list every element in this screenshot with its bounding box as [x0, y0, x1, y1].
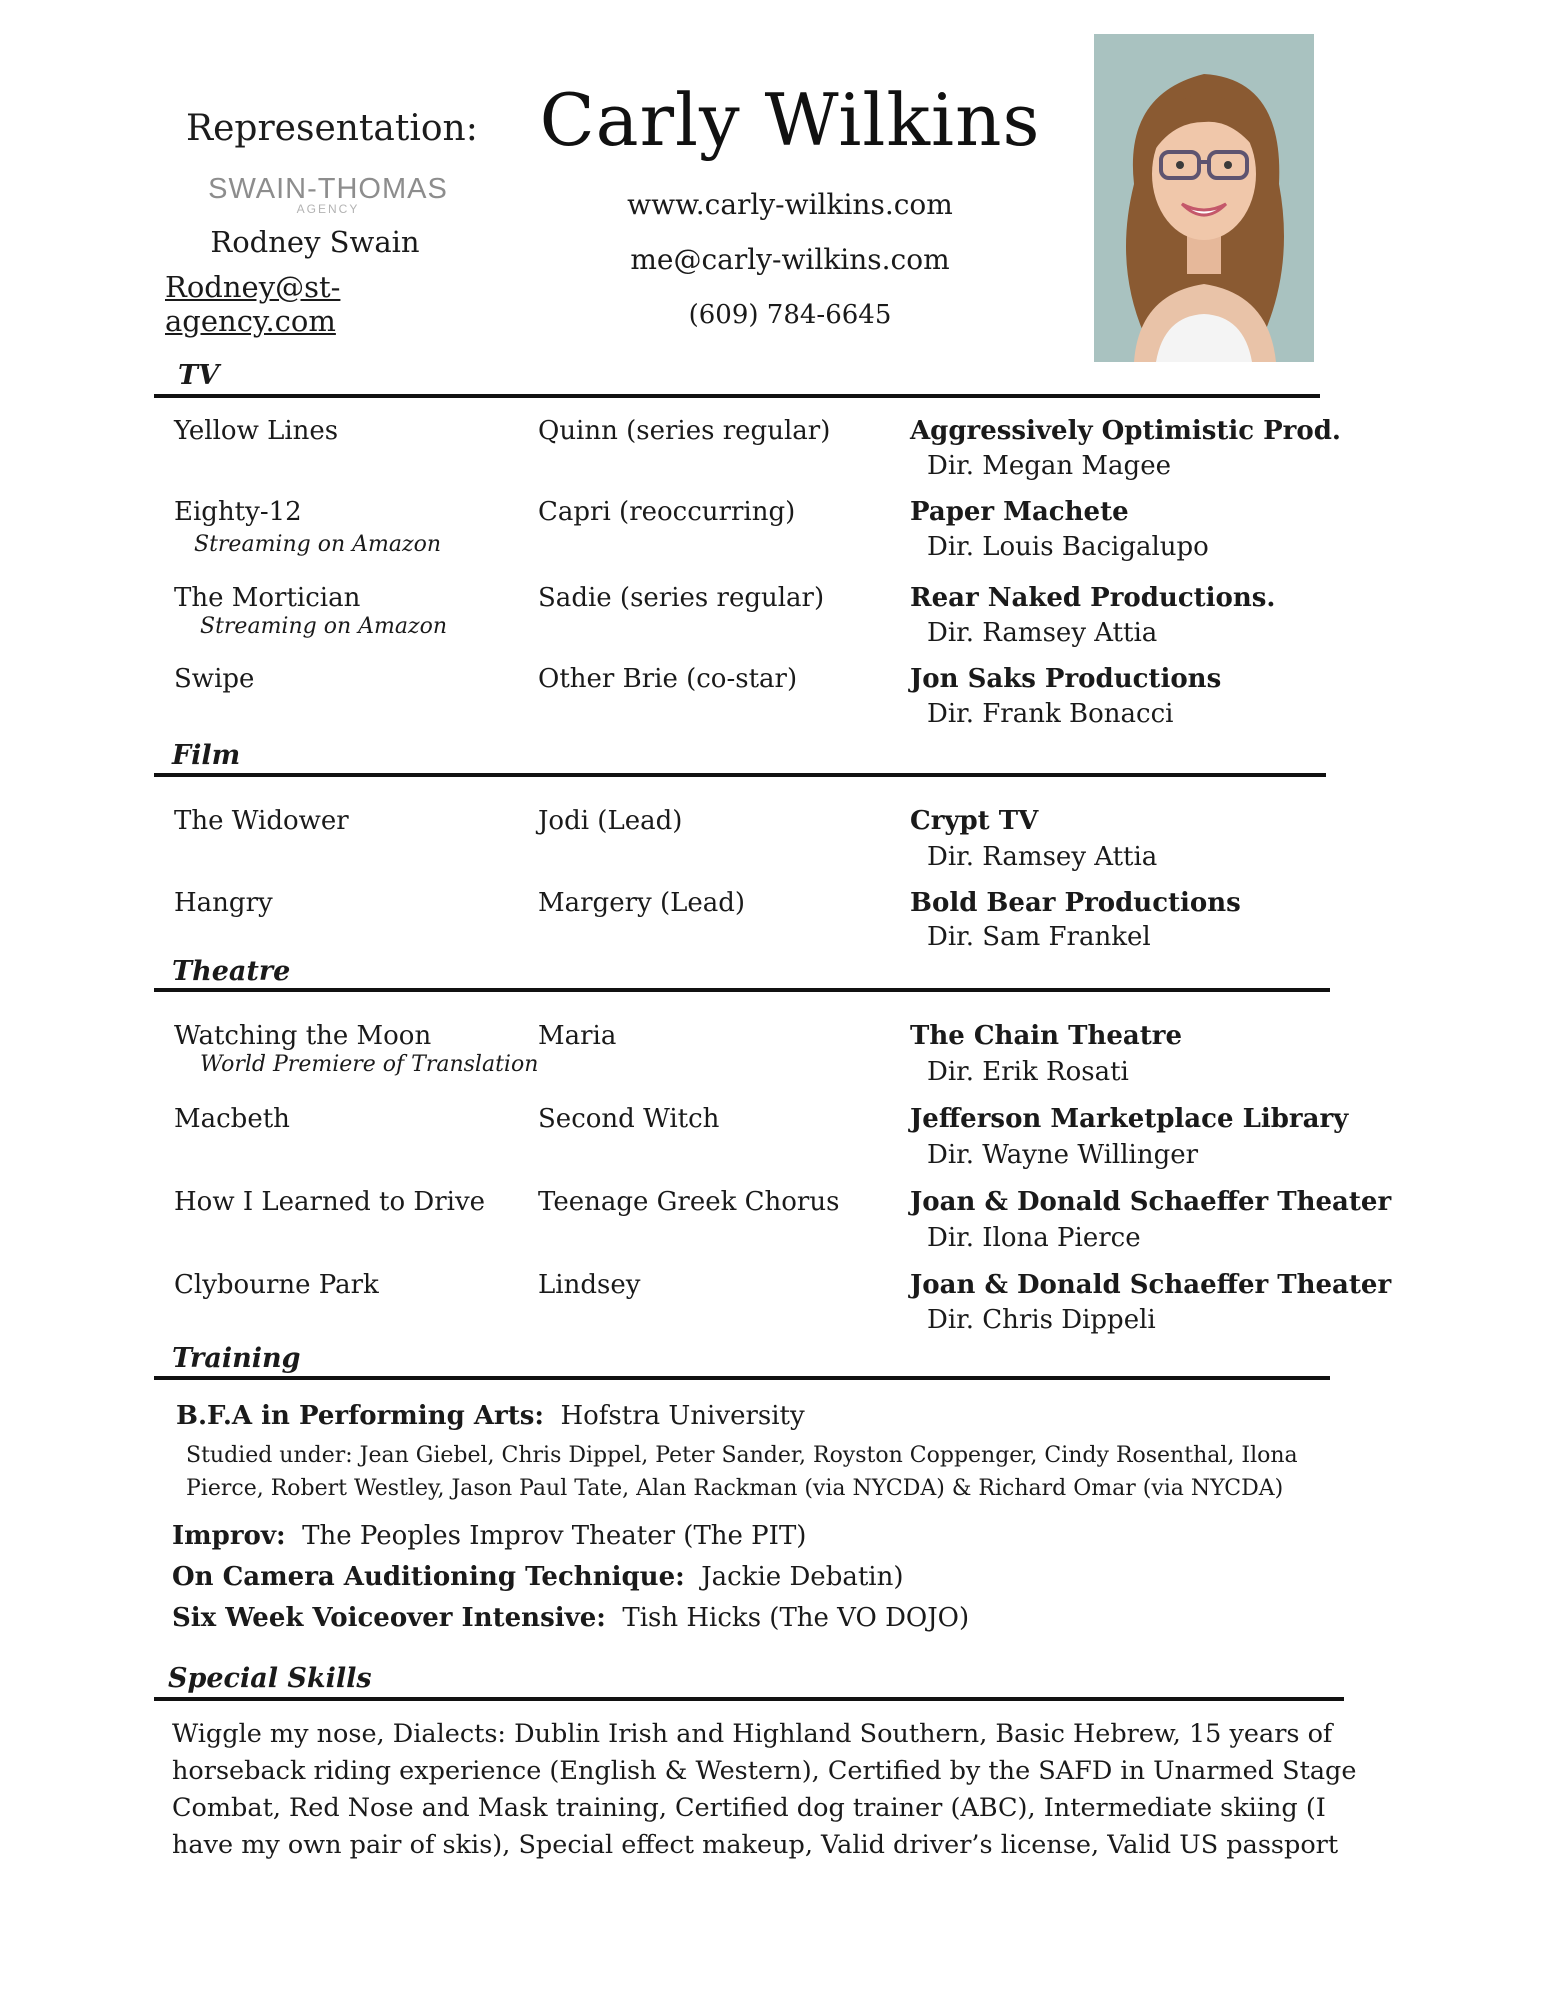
- section-rule-training: [154, 1376, 1330, 1380]
- agency-logo-name: SWAIN-THOMAS: [208, 173, 448, 205]
- training-item-value: Tish Hicks (The VO DOJO): [622, 1603, 970, 1633]
- theatre-company: Joan & Donald Schaeffer Theater: [910, 1187, 1392, 1217]
- section-heading-film: Film: [172, 740, 241, 771]
- film-director: Dir. Sam Frankel: [927, 922, 1151, 952]
- film-director: Dir. Ramsey Attia: [927, 842, 1158, 872]
- training-item-label: On Camera Auditioning Technique:: [172, 1562, 685, 1592]
- film-role: Jodi (Lead): [538, 806, 683, 836]
- tv-company: Jon Saks Productions: [910, 664, 1222, 694]
- theatre-role: Second Witch: [538, 1104, 720, 1134]
- tv-note: Streaming on Amazon: [194, 532, 441, 557]
- theatre-role: Teenage Greek Chorus: [538, 1187, 840, 1217]
- tv-title: Yellow Lines: [174, 416, 339, 446]
- training-degree-label: B.F.A in Performing Arts:: [176, 1401, 544, 1431]
- film-company: Bold Bear Productions: [910, 888, 1241, 918]
- training-item-label: Six Week Voiceover Intensive:: [172, 1603, 606, 1633]
- training-item: [172, 1562, 904, 1592]
- tv-role: Other Brie (co-star): [538, 664, 798, 694]
- section-heading-skills: Special Skills: [168, 1663, 372, 1694]
- theatre-company: The Chain Theatre: [910, 1021, 1183, 1051]
- tv-title: The Mortician: [174, 583, 361, 613]
- theatre-director: Dir. Ilona Pierce: [927, 1223, 1141, 1253]
- tv-role: Capri (reoccurring): [538, 497, 796, 527]
- tv-company: Paper Machete: [910, 497, 1129, 527]
- training-studied-under: Studied under: Jean Giebel, Chris Dippel, Peter Sander, Royston Coppenger, Cindy Rosenthal, Ilona Pierce, Robert Westley, Jason Paul Tate, Alan Rackman (via NYCDA) & Richard Omar (via NYCDA): [186, 1443, 1298, 1501]
- section-rule-skills: [154, 1697, 1344, 1701]
- section-heading-tv: TV: [178, 360, 220, 391]
- tv-title: Swipe: [174, 664, 255, 694]
- section-rule-tv: [154, 394, 1320, 398]
- phone-number: (609) 784-6645: [688, 300, 892, 330]
- website-link[interactable]: www.carly-wilkins.com: [627, 188, 953, 221]
- film-role: Margery (Lead): [538, 888, 746, 918]
- theatre-title: Macbeth: [174, 1104, 290, 1134]
- training-item-label: Improv:: [172, 1521, 286, 1551]
- theatre-director: Dir. Wayne Willinger: [927, 1140, 1199, 1170]
- training-degree: [176, 1401, 805, 1431]
- section-heading-theatre: Theatre: [172, 956, 291, 987]
- agent-name: Rodney Swain: [210, 225, 420, 259]
- headshot-photo: [1094, 34, 1314, 362]
- actor-name: Carly Wilkins: [539, 78, 1041, 162]
- section-rule-film: [154, 773, 1326, 777]
- agent-email-link[interactable]: Rodney@st-agency.com: [165, 270, 341, 338]
- tv-role: Sadie (series regular): [538, 583, 825, 613]
- film-title: Hangry: [174, 888, 273, 918]
- theatre-title: Watching the Moon: [174, 1021, 432, 1051]
- representation-label: Representation:: [186, 108, 478, 149]
- agency-logo: [186, 173, 470, 219]
- film-title: The Widower: [174, 806, 349, 836]
- theatre-title: Clybourne Park: [174, 1270, 379, 1300]
- special-skills-text: Wiggle my nose, Dialects: Dublin Irish and Highland Southern, Basic Hebrew, 15 years of horseback riding experience (English & Western), Certified by the SAFD in Unarmed Stage Combat, Red Nose and Mask training, Certified dog trainer (ABC), Intermediate skiing (I have my own pair of skis), Special effect makeup, Valid driver’s license, Valid US passport: [172, 1719, 1357, 1860]
- theatre-role: Lindsey: [538, 1270, 641, 1300]
- tv-company: Rear Naked Productions.: [910, 583, 1276, 613]
- training-item: [172, 1603, 969, 1633]
- theatre-director: Dir. Erik Rosati: [927, 1057, 1129, 1087]
- tv-director: Dir. Megan Magee: [927, 451, 1171, 481]
- training-degree-school: Hofstra University: [560, 1401, 805, 1431]
- tv-director: Dir. Ramsey Attia: [927, 618, 1158, 648]
- section-heading-training: Training: [172, 1343, 301, 1374]
- tv-company: Aggressively Optimistic Prod.: [910, 416, 1341, 446]
- tv-role: Quinn (series regular): [538, 416, 831, 446]
- training-item-value: Jackie Debatin): [701, 1562, 904, 1592]
- training-item-value: The Peoples Improv Theater (The PIT): [302, 1521, 807, 1551]
- agency-logo-sub: AGENCY: [296, 202, 360, 216]
- theatre-company: Jefferson Marketplace Library: [910, 1104, 1349, 1134]
- training-item: [172, 1521, 806, 1551]
- tv-director: Dir. Louis Bacigalupo: [927, 532, 1209, 562]
- email-link[interactable]: me@carly-wilkins.com: [630, 243, 950, 276]
- section-rule-theatre: [154, 988, 1330, 992]
- theatre-director: Dir. Chris Dippeli: [927, 1305, 1156, 1335]
- theatre-title: How I Learned to Drive: [174, 1187, 486, 1217]
- tv-note: Streaming on Amazon: [200, 614, 447, 639]
- film-company: Crypt TV: [910, 806, 1039, 836]
- theatre-company: Joan & Donald Schaeffer Theater: [910, 1270, 1392, 1300]
- tv-title: Eighty-12: [174, 497, 302, 527]
- theatre-role: Maria: [538, 1021, 617, 1051]
- theatre-note: World Premiere of Translation: [200, 1052, 539, 1077]
- tv-director: Dir. Frank Bonacci: [927, 699, 1174, 729]
